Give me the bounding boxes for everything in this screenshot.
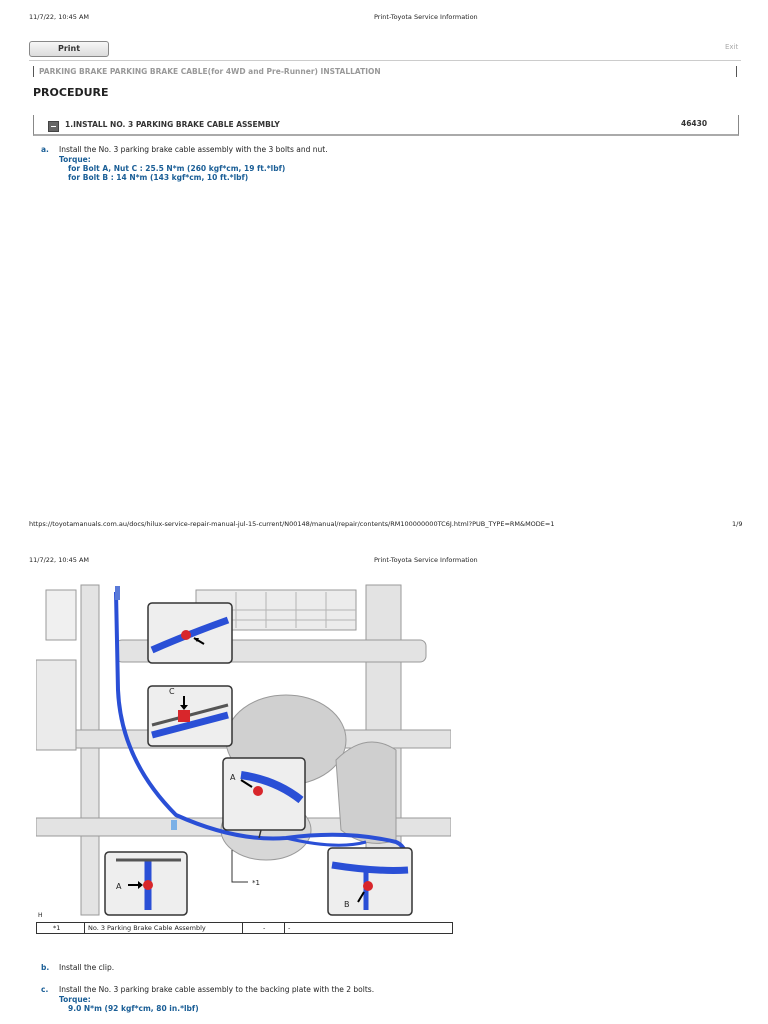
torque-label: Torque: — [59, 995, 91, 1004]
torque-spec-1: for Bolt A, Nut C : 25.5 N*m (260 kgf*cm, 19 ft.*lbf) — [68, 164, 286, 173]
figure-legend-table — [36, 922, 453, 934]
svg-text:B: B — [344, 900, 350, 909]
collapse-icon[interactable] — [48, 121, 59, 132]
svg-text:H: H — [38, 912, 43, 919]
inset-top — [148, 603, 232, 663]
page-header-datetime: 11/7/22, 10:45 AM — [29, 13, 90, 21]
illustration-figure — [36, 580, 451, 920]
svg-text:C: C — [169, 687, 175, 696]
page-header-datetime: 11/7/22, 10:45 AM — [29, 556, 90, 564]
substep-c-letter: c. — [41, 985, 49, 994]
svg-text:A: A — [116, 882, 122, 891]
exit-link[interactable]: Exit — [725, 43, 739, 51]
torque-spec: 9.0 N*m (92 kgf*cm, 80 in.*lbf) — [68, 1004, 199, 1013]
step-title: 1.INSTALL NO. 3 PARKING BRAKE CABLE ASSEMBLY — [65, 120, 280, 129]
page-header-title: Print-Toyota Service Information — [374, 556, 478, 564]
legend-desc-2: - — [288, 924, 291, 932]
legend-desc: No. 3 Parking Brake Cable Assembly — [85, 923, 243, 933]
inset-b — [328, 848, 412, 915]
inset-c — [148, 686, 232, 746]
torque-label: Torque: — [59, 155, 91, 164]
inset-a-lower — [105, 852, 187, 915]
breadcrumb-end-bar — [736, 66, 737, 77]
page-header-title: Print-Toyota Service Information — [374, 13, 478, 21]
footer-page-number: 1/9 — [732, 520, 743, 528]
inset-a-upper — [223, 758, 305, 838]
svg-text:*1: *1 — [252, 879, 260, 887]
step-part-code: 46430 — [681, 119, 708, 128]
print-button[interactable]: Print — [29, 41, 109, 57]
breadcrumb: PARKING BRAKE PARKING BRAKE CABLE(for 4WD and Pre-Runner) INSTALLATION — [33, 66, 381, 77]
footer-url: https://toyotamanuals.com.au/docs/hilux-service-repair-manual-jul-15-current/N00148/manual/repair/contents/RM100000000TC6J.html?PUB_TYPE=RM&MODE=1 — [29, 520, 555, 528]
substep-b-letter: b. — [41, 963, 50, 972]
substep-b-text: Install the clip. — [59, 963, 115, 972]
substep-c-text: Install the No. 3 parking brake cable assembly to the backing plate with the 2 bolts. — [59, 985, 375, 994]
svg-text:A: A — [230, 773, 236, 782]
torque-spec-2: for Bolt B : 14 N*m (143 kgf*cm, 10 ft.*lbf) — [68, 173, 249, 182]
divider — [29, 60, 741, 61]
legend-num: *1 — [37, 923, 85, 933]
substep-a-text: Install the No. 3 parking brake cable assembly with the 3 bolts and nut. — [59, 145, 328, 154]
procedure-heading: PROCEDURE — [33, 86, 109, 99]
legend-num-2: - — [243, 923, 285, 933]
substep-a-letter: a. — [41, 145, 49, 154]
